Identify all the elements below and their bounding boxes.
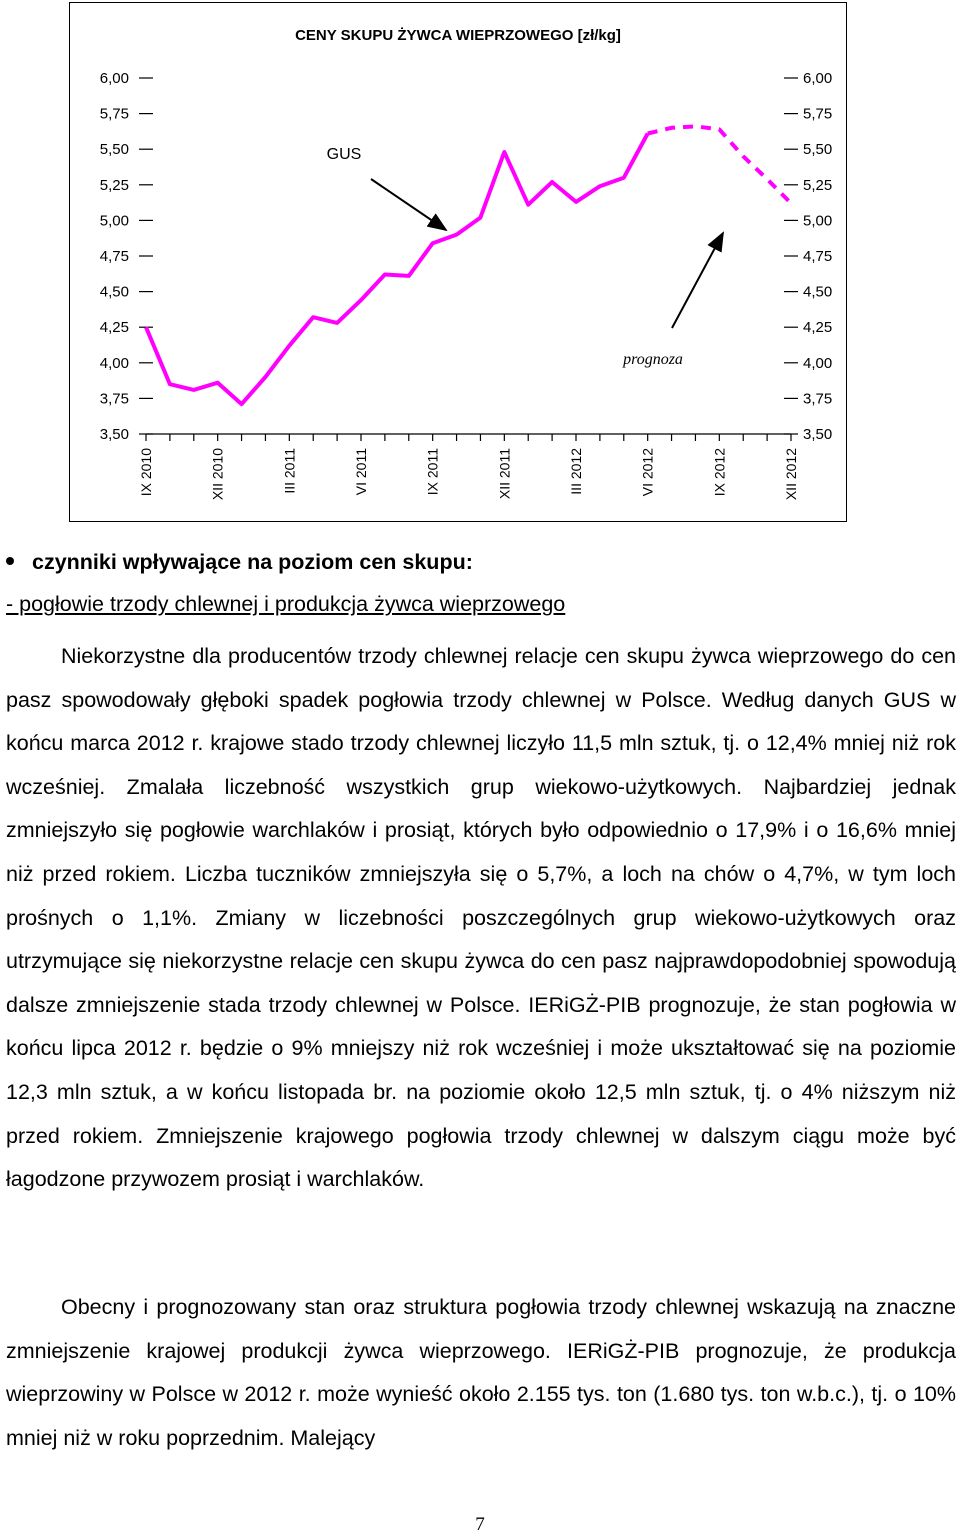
y-tick-label-right: 5,00 (803, 212, 833, 230)
y-tick-label-right: 4,25 (803, 319, 833, 337)
y-tick-label-right: 3,75 (803, 390, 833, 408)
x-tick-label: XII 2010 (209, 448, 226, 501)
paragraph-herd-decline: Niekorzystne dla producentów trzody chlewnej relacje cen skupu żywca wieprzowego do cen pasz spowodowały głęboki spadek pogłowia trzody chlewnej w Polsce. Według danych GUS w końcu marca 2012 r. krajowe stado trzody chlewnej liczyło 11,5 mln sztuk, tj. o 12,4% mniej niż rok wcześniej. Zmalała liczebność wszystkich grup wiekowo-użytkowych. Najbardziej jednak zmniejszyło się pogłowie warchlaków i prosiąt, których było odpowiednio o 17,9% i o 16,6% mniej niż przed rokiem. Liczba tuczników zmniejszyła się o 5,7%, a loch na chów o 4,7%, w tym loch prośnych o 1,1%. Zmiany w liczebności poszczególnych grup wiekowo-użytkowych oraz utrzymujące się niekorzystne relacje cen skupu żywca do cen pasz najprawdopodobniej spowodują dalsze zmniejszenie stada trzody chlewnej w Polsce. IERiGŻ-PIB prognozuje, że stan pogłowia w końcu lipca 2012 r. będzie o 9% mniejszy niż rok wcześniej i może ukształtować się na poziomie 12,3 mln sztuk, a w końcu listopada br. na poziomie około 12,5 mln sztuk, tj. o 4% niższym niż przed rokiem. Zmniejszenie krajowego pogłowia trzody chlewnej w dalszym ciągu może być łagodzone przywozem prosiąt i warchlaków. (6, 644, 956, 1192)
x-tick-label: XII 2012 (783, 448, 799, 501)
series-forecast-line (648, 126, 791, 203)
y-tick-label-left: 5,50 (99, 141, 129, 159)
paragraph-production-forecast: Obecny i prognozowany stan oraz struktura pogłowia trzody chlewnej wskazują na znaczne zmniejszenie krajowej produkcji żywca wieprzowego. IERiGŻ-PIB prognozuje, że produkcja wieprzowiny w Polsce w 2012 r. może wynieść około 2.155 tys. ton (1.680 tys. ton w.b.c.), tj. o 10% mniej niż w roku poprzednim. Malejący (6, 1295, 956, 1450)
y-tick-label-right: 5,25 (803, 176, 833, 194)
annotation-prognoza: prognoza (623, 351, 683, 368)
x-tick-label: VI 2011 (353, 448, 369, 496)
factors-heading (6, 550, 473, 575)
x-tick-label: IX 2010 (138, 448, 154, 497)
y-tick-label-right: 6,00 (803, 70, 833, 87)
page-number: 7 (475, 1514, 485, 1535)
arrow-prognoza (672, 233, 723, 328)
y-tick-label-right: 5,50 (803, 141, 833, 159)
price-chart (69, 2, 847, 522)
y-tick-label-left: 4,25 (99, 319, 129, 337)
x-tick-label: IX 2012 (711, 448, 728, 497)
y-tick-label-left: 3,50 (99, 426, 129, 443)
y-tick-label-right: 5,75 (803, 105, 833, 123)
chart-title: CENY SKUPU ŻYWCA WIEPRZOWEGO [zł/kg] (295, 27, 621, 44)
y-tick-label-left: 6,00 (99, 70, 129, 87)
y-tick-label-left: 4,00 (99, 354, 129, 372)
factors-heading-text: czynniki wpływające na poziom cen skupu: (32, 550, 473, 574)
y-tick-label-right: 3,50 (803, 426, 833, 443)
series-actual-line (146, 134, 648, 405)
x-tick-label: III 2011 (281, 448, 298, 494)
y-tick-label-right: 4,50 (803, 283, 833, 301)
subheading-pig-herd: - pogłowie trzody chlewnej i produkcja żywca wieprzowego (6, 592, 566, 616)
x-tick-label: IX 2011 (424, 448, 441, 496)
x-tick-label: III 2012 (568, 448, 584, 495)
x-tick-label: VI 2012 (639, 448, 656, 497)
x-tick-label: XII 2011 (496, 448, 513, 500)
annotation-gus: GUS (326, 146, 362, 163)
y-tick-label-left: 4,75 (99, 248, 129, 265)
y-tick-label-left: 5,00 (99, 212, 129, 230)
bullet-icon (6, 557, 14, 565)
chart-svg (70, 3, 846, 521)
arrow-gus (371, 179, 446, 230)
y-tick-label-left: 3,75 (99, 390, 129, 408)
y-tick-label-left: 5,75 (99, 105, 129, 123)
y-tick-label-left: 4,50 (99, 283, 129, 301)
y-tick-label-right: 4,00 (803, 354, 833, 372)
y-tick-label-right: 4,75 (803, 248, 833, 265)
y-tick-label-left: 5,25 (99, 176, 129, 194)
